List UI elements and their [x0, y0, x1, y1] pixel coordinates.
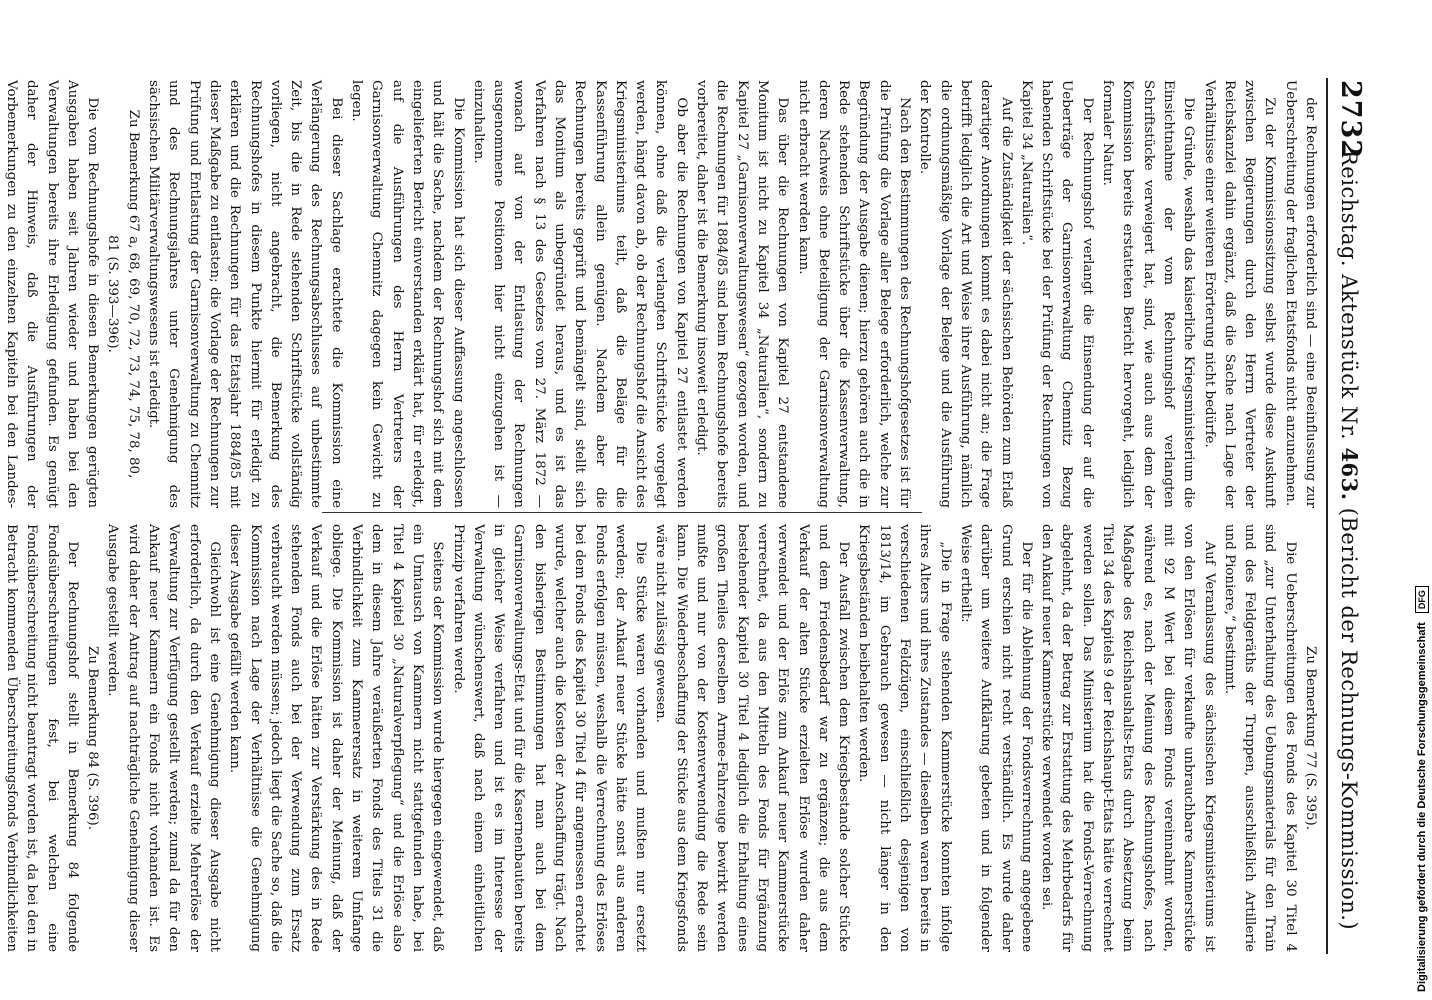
credit-text: Digitalisierung gefördert durch die Deutsche Forschungsgemeinschaft: [1416, 622, 1428, 992]
paragraph: Die vom Rechnungshofe in diesen Bemerkungen gerügten Ausgaben haben seit Jahren wieder und haben bei den Verwaltungen bereits ihre Erledigung gefunden. Es genügt daher der Hinweis, daß die Ausführungen der Vorbemerkungen zu den einzelnen Kapiteln bei den Landes-: [4, 80, 101, 508]
paragraph: Nach den Bestimmungen des Rechnungshofgesetzes ist für die Prüfung die Vorlage aller Belege erforderlich, welche zur Begründung der Ausgabe dienen; hierzu gehören auch die in Rede stehenden Schriftstücke über die Kassenverwaltung, deren Nachweis ohne Beteiligung der Garnisonverwaltung nicht erbracht werden kann.: [795, 80, 913, 508]
running-head-right: (Bericht der Rechnungs-Kommission.): [1337, 507, 1361, 931]
paragraph: Der Ausfall zwischen dem Kriegsbestande solcher Stücke und dem Friedensbedarf war zu ergänzen; die aus dem Verkauf der alten Stücke erzielten Erlöse wurden daher verwendet und der Erlös zum Ankauf neuer Kammerstücke verrechnet, da aus den Mitteln des Fonds für Ergänzung bestehender Kapitel 30 Titel 4 lediglich die Erhaltung eines großen Theiles derselben Armee-Fahrzeuge bewirkt werden mußte und nur von der Kostenverwendung die Rede sein kann. Die Wiederbeschaffung der Stücke aus dem Kriegsfonds wäre nicht zulässig gewesen.: [653, 524, 852, 952]
header-rule: [1326, 78, 1328, 954]
running-head-left: Reichstag. Aktenstück Nr.: [1337, 150, 1361, 441]
digitization-credit: [1414, 0, 1430, 992]
section-heading: Zu Bemerkung 84 (S. 396).: [85, 646, 101, 830]
section-heading: Zu Bemerkung 67 a, 68, 69, 70, 72, 73, 74, 75, 78, 80,: [125, 109, 141, 479]
paragraph: Die Ueberschreitungen des Fonds des Kapitel 30 Titel 4 sind „zur Unterhaltung des Uebungsmaterials für den Train und des Feldgeräths der Truppen, ausschließlich Artillerie und Pioniere,“ bestimmt.: [1221, 524, 1298, 952]
section-heading: Zu Bemerkung 77 (S. 395).: [1303, 646, 1318, 830]
digitization-sidebar: [1412, 0, 1432, 1000]
paragraph: Die Gründe, weshalb das kaiserliche Kriegsministerium die Einsichtnahme der vom Rechnungshof verlangten Schriftstücke verweigert hat, sind, wie auch aus dem der Kommission bereits erstatteten Bericht hervorgeht, lediglich formaler Natur.: [1100, 80, 1197, 508]
dfg-logo-icon: DFG: [1415, 586, 1429, 613]
running-head-number: 463.: [1337, 447, 1362, 501]
paragraph: der Rechnungen erforderlich sind — eine Beeinflussung zur Ueberschreitung der fraglichen Etatsfonds nicht anzunehmen.: [1282, 80, 1318, 508]
left-column: [4, 80, 1320, 508]
right-column: [4, 524, 1320, 952]
paragraph: Die Kommission hat sich dieser Auffassung angeschlossen und hält die Sache, nachdem der Rechnungshof sich mit dem eingelieferten Bericht einverstanden erklärt hat, für erledigt, auf die Ausführungen des Herrn Vertreters der Garnisonverwaltung Chemnitz dagegen kein Gewicht zu legen.: [349, 80, 466, 508]
running-head: [1337, 150, 1362, 950]
paragraph: Seitens der Kommission wurde hiergegen eingewendet, daß ein Umtausch von Kammern nicht stattgefunden habe, bei Titel 4 Kapitel 30 „Naturalverpflegung“ und die Erlöse also dem in diesem Jahre veräußerten Fonds des Titels 31 die Verbindlichkeit zum Kammerersatz in weiterem Umfange obliege. Die Kommission ist daher der Meinung, daß der Verkauf und die Erlöse hätten zur Verstärkung des in Rede stehenden Fonds auch bei der Verwendung zum Ersatz verbraucht werden müssen; jedoch liegt die Sache so, daß die Kommission nach Lage der Verhältnisse die Genehmigung dieser Ausgabe gefällt werden kann.: [227, 524, 446, 952]
page-number: 2732: [1335, 80, 1366, 160]
paragraph: Ob aber die Rechnungen von Kapitel 27 entlastet werden können, ohne daß die verlangten Schriftstücke vorgelegt werden, hängt davon ab, ob der Rechnungshof die Ansicht des Kriegsministeriums teilt, daß die Beläge für die Kassenführung allein genügen. Nachdem aber die Rechnungen bereits geprüft und bemängelt sind, stellt sich das Monitum als unbegründet heraus, und es ist das Verfahren nach § 13 des Gesetzes vom 27. März 1872 — wonach auf von der Entlastung der Rechnungen ausgenommene Positionen hier nicht einzugehen ist — einzuhalten.: [470, 80, 689, 508]
section-heading: 81 (S. 393—396).: [105, 235, 121, 353]
paragraph: Auf Veranlassung des sächsischen Kriegsministeriums ist von den Erlösen für verkaufte unbrauchbare Kammerstücke mit 92 M Wert bei diesem Fonds vereinnahmt worden, während es, nach der Meinung des Rechnungshofes, nach Maßgabe des Reichshaushalts-Etats durch Absetzung beim Titel 34 des Kapitels 9 der Reichshaupt-Etats hätte verrechnet werden sollen. Das Ministerium hat die Fonds-Verrechnung abgelehnt, da der Betrag zur Erstattung des Mehrbedarfs für den Ankauf neuer Kammerstücke verwendet worden sei.: [1039, 524, 1217, 952]
column-divider: [322, 512, 922, 513]
paragraph: Der Rechnungshof stellt in Bemerkung 84 folgende Fondsüberschreitungen fest, bei welchen eine Fondsüberschreitung nicht beantragt worden ist, da bei den in Betracht kommenden Überschreitungsfonds Verbindlichkeiten: [4, 524, 80, 952]
paragraph: Gleichwohl ist eine Genehmigung dieser Ausgabe nicht erforderlich, da durch den Verkauf erzielte Mehrerlöse der Verwaltung zur Verfügung gestellt werden; zumal da für den Ankauf neuer Kammern ein Fonds nicht vorhanden ist. Es wird daher der Antrag auf nachträgliche Genehmigung dieser Ausgabe gestellt werden.: [105, 524, 222, 952]
paragraph: Das über die Rechnungen von Kapitel 27 entstandene Monitum ist nicht zu Kapitel 34 „Naturalien“, sondern zu Kapitel 27 „Garnisonverwaltungswesen“ gezogen worden, und die Rechnungen für 1884/85 sind beim Rechnungshofe bereits vorbereitet, daher ist die Bemerkung insoweit erledigt.: [694, 80, 791, 508]
paragraph: Zu der Kommissionssitzung selbst wurde diese Auskunft zwischen Regierungen durch den Herrn Vertreter der Reichskanzlei dahin ergänzt, daß die Sache nach Lage der Verhältnisse einer weiteren Erörterung nicht bedürfe.: [1201, 80, 1278, 508]
paragraph: Die Stücke waren vorhanden und mußten nur ersetzt werden; der Ankauf neuer Stücke hätte sonst aus anderen Fonds erfolgen müssen, weshalb die Verrechnung des Erlöses bei dem Fonds des Kapitel 30 Titel 4 für angemessen erachtet wurde, welcher auch die Kosten der Anschaffung trägt. Nach den bisherigen Bestimmungen hat man auch bei dem Garnisonverwaltungs-Etat und für die Kasernenbauten bereits in gleicher Weise verfahren und ist es im Interesse der Verwaltung wünschenswert, daß nach einem einheitlichen Prinzip verfahren werde.: [450, 524, 649, 952]
paragraph: „Die in Frage stehenden Kammerstücke konnten infolge ihres Alters und ihres Zustandes — dieselben waren bereits in verschiedenen Feldzügen, einschließlich desjenigen von 1813/14, im Gebrauch gewesen — nicht länger in den Kriegsbeständen beibehalten werden.: [856, 524, 953, 952]
paragraph: Bei dieser Sachlage erachtete die Kommission eine Verlängerung des Rechnungsabschlusses auf unbestimmte Zeit, bis die in Rede stehenden Schriftstücke vollständig vorliegen, nicht angebracht, die Bemerkung des Rechnungshofes in diesem Punkte hiermit für erledigt zu erklären und die Rechnungen für das Etatsjahr 1884/85 mit dieser Maßgabe zu entlasten; die Vorlage der Rechnungen zur Prüfung und Entlastung der Garnisonverwaltung zu Chemnitz und des Rechnungsjahres unter Genehmigung des sächsischen Militärverwaltungswesens ist erledigt.: [146, 80, 344, 508]
paragraph: Der Rechnungshof verlangt die Einsendung der auf die Ueberträge der Garnisonverwaltung Chemnitz Bezug habenden Schriftstücke bei der Prüfung der Rechnungen von Kapitel 34 „Naturalien“.: [1018, 80, 1095, 508]
paragraph: Der für die Ablehnung der Fondsverrechnung angegebene Grund erschien nicht recht verständlich. Es wurde daher darüber um weitere Aufklärung gebeten und in folgender Weise ertheilt:: [957, 524, 1034, 952]
paragraph: Auf die Zuständigkeit der sächsischen Behörden zum Erlaß derartiger Anordnungen kommt es dabei nicht an; die Frage betrifft lediglich die Art und Weise ihrer Ausführung, nämlich die ordnungsmäßige Vorlage der Belege und die Ausführung der Kontrolle.: [917, 80, 1014, 508]
